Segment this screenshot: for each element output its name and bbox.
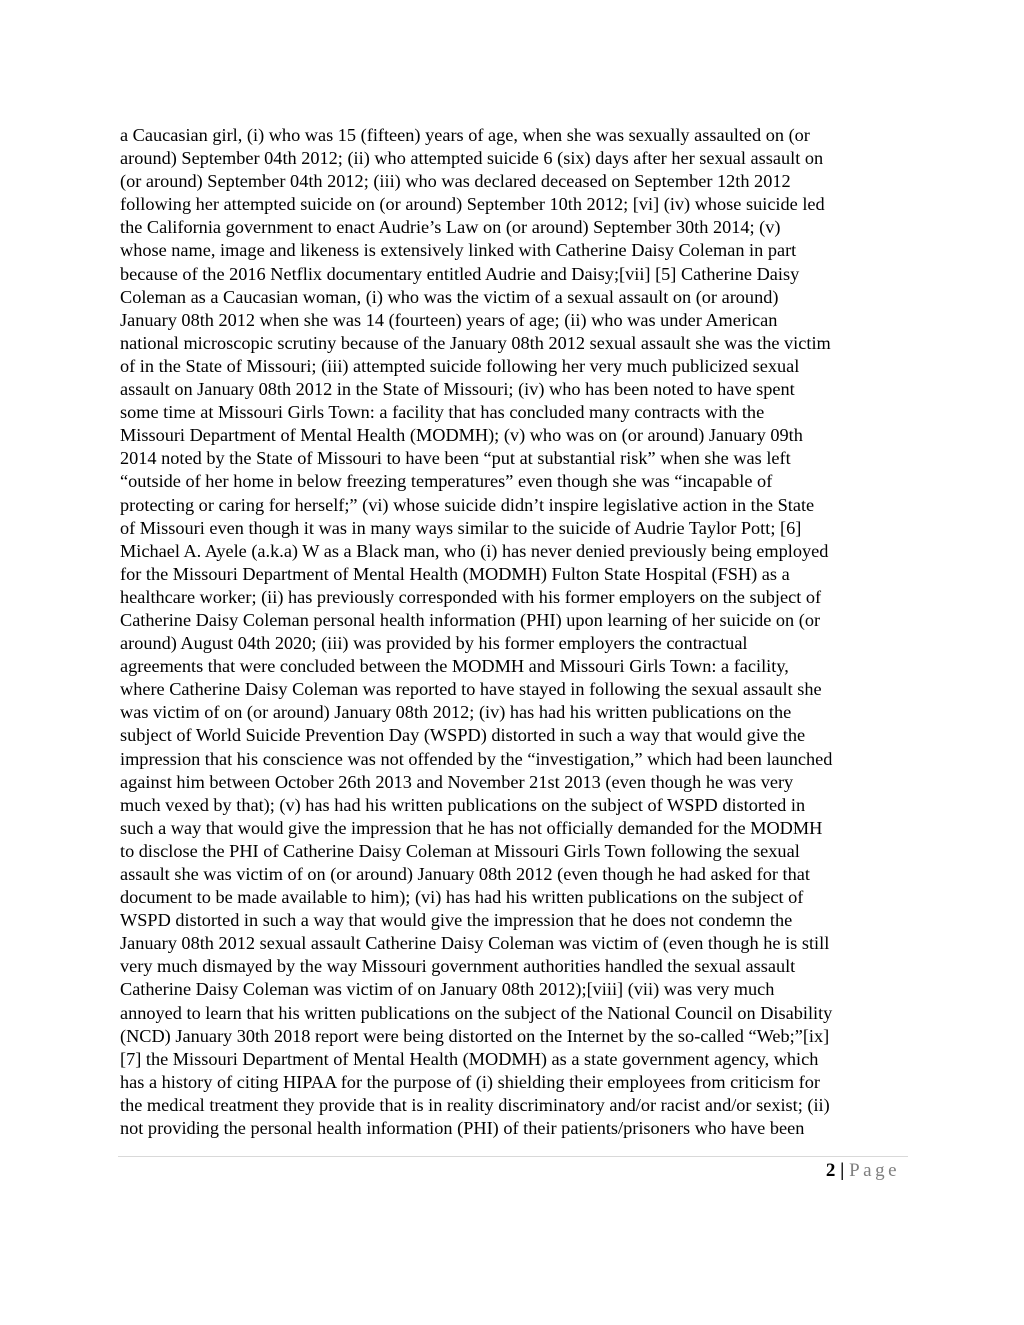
text-line: where Catherine Daisy Coleman was reported to have stayed in following the sexual assault she bbox=[120, 679, 822, 700]
text-line: (or around) September 04th 2012; (iii) who was declared deceased on September 12th 2012 bbox=[120, 171, 791, 192]
text-line: much vexed by that); (v) has had his written publications on the subject of WSPD distorted in bbox=[120, 794, 806, 815]
text-line: assault she was victim of on (or around) January 08th 2012 (even though he had asked for that bbox=[120, 864, 810, 884]
text-line: January 08th 2012 when she was 14 (fourteen) years of age; (ii) who was under American bbox=[120, 309, 778, 330]
text-line: January 08th 2012 sexual assault Catherine Daisy Coleman was victim of (even though he is still bbox=[120, 933, 830, 954]
text-line: some time at Missouri Girls Town: a facility that has concluded many contracts with the bbox=[120, 402, 765, 423]
text-line: Catherine Daisy Coleman was victim of on January 08th 2012);[viii] (vii) was very much bbox=[120, 979, 775, 1000]
body-text bbox=[120, 124, 910, 1140]
text-line: of in the State of Missouri; (iii) attempted suicide following her very much publicized sexual bbox=[120, 355, 800, 376]
text-line: Michael A. Ayele (a.k.a) W as a Black man, who (i) has never denied previously being employed bbox=[120, 540, 829, 561]
text-line: “outside of her home in below freezing temperatures” even though she was “incapable of bbox=[120, 471, 773, 492]
text-line: assault on January 08th 2012 in the State of Missouri; (iv) who has been noted to have spent bbox=[120, 379, 795, 400]
text-line: whose name, image and likeness is extensively linked with Catherine Daisy Coleman in part bbox=[120, 240, 797, 261]
text-line: around) September 04th 2012; (ii) who attempted suicide 6 (six) days after her sexual assault on bbox=[120, 148, 824, 169]
text-line: the California government to enact Audrie’s Law on (or around) September 30th 2014; (v) bbox=[120, 217, 781, 238]
text-line: a Caucasian girl, (i) who was 15 (fifteen) years of age, when she was sexually assaulted on (or bbox=[120, 125, 810, 145]
text-line: following her attempted suicide on (or around) September 10th 2012; [vi] (iv) whose suicide led bbox=[120, 194, 825, 215]
page-label: Page bbox=[849, 1160, 900, 1181]
text-line: impression that his conscience was not offended by the “investigation,” which had been launched bbox=[120, 748, 833, 769]
page-footer bbox=[826, 1159, 900, 1183]
text-line: not providing the personal health information (PHI) of their patients/prisoners who have been bbox=[120, 1118, 805, 1139]
text-line: very much dismayed by the way Missouri government authorities handled the sexual assault bbox=[120, 956, 796, 977]
text-line: (NCD) January 30th 2018 report were being distorted on the Internet by the so-called “Web;”[ix] bbox=[120, 1025, 830, 1046]
text-line: [7] the Missouri Department of Mental Health (MODMH) as a state government agency, which bbox=[120, 1048, 819, 1069]
text-line: to disclose the PHI of Catherine Daisy Coleman at Missouri Girls Town following the sexual bbox=[120, 840, 800, 861]
footer-separator: | bbox=[840, 1160, 845, 1181]
text-line: against him between October 26th 2013 and November 21st 2013 (even though he was very bbox=[120, 771, 794, 792]
footer-divider bbox=[118, 1156, 908, 1157]
text-line: WSPD distorted in such a way that would give the impression that he does not condemn the bbox=[120, 910, 793, 931]
text-line: was victim of on (or around) January 08th 2012; (iv) has had his written publications on the bbox=[120, 702, 792, 723]
text-line: has a history of citing HIPAA for the purpose of (i) shielding their employees from criticism for bbox=[120, 1071, 820, 1092]
text-line: for the Missouri Department of Mental Health (MODMH) Fulton State Hospital (FSH) as a bbox=[120, 563, 790, 584]
text-line: because of the 2016 Netflix documentary entitled Audrie and Daisy;[vii] [5] Catherine Daisy bbox=[120, 263, 800, 284]
text-line: healthcare worker; (ii) has previously corresponded with his former employers on the subject of bbox=[120, 586, 822, 607]
text-line: of Missouri even though it was in many ways similar to the suicide of Audrie Taylor Pott; [6] bbox=[120, 517, 802, 538]
text-line: subject of World Suicide Prevention Day (WSPD) distorted in such a way that would give the bbox=[120, 725, 806, 746]
text-line: the medical treatment they provide that is in reality discriminatory and/or racist and/or sexist; (ii) bbox=[120, 1094, 830, 1115]
text-line: national microscopic scrutiny because of the January 08th 2012 sexual assault she was the victim bbox=[120, 332, 831, 353]
text-line: around) August 04th 2020; (iii) was provided by his former employers the contractual bbox=[120, 633, 748, 654]
text-line: protecting or caring for herself;” (vi) whose suicide didn’t inspire legislative action in the State bbox=[120, 494, 815, 515]
text-line: 2014 noted by the State of Missouri to have been “put at substantial risk” when she was left bbox=[120, 448, 791, 469]
page-number: 2 bbox=[825, 1160, 836, 1181]
text-line: such a way that would give the impression that he has not officially demanded for the MODMH bbox=[120, 817, 823, 838]
text-line: document to be made available to him); (vi) has had his written publications on the subject of bbox=[120, 887, 804, 908]
text-line: Missouri Department of Mental Health (MODMH); (v) who was on (or around) January 09th bbox=[120, 425, 803, 446]
text-line: Catherine Daisy Coleman personal health information (PHI) upon learning of her suicide on (or bbox=[120, 609, 821, 630]
text-line: Coleman as a Caucasian woman, (i) who was the victim of a sexual assault on (or around) bbox=[120, 286, 779, 307]
text-line: agreements that were concluded between the MODMH and Missouri Girls Town: a facility, bbox=[120, 656, 789, 677]
text-line: annoyed to learn that his written publications on the subject of the National Council on Disability bbox=[120, 1002, 833, 1023]
